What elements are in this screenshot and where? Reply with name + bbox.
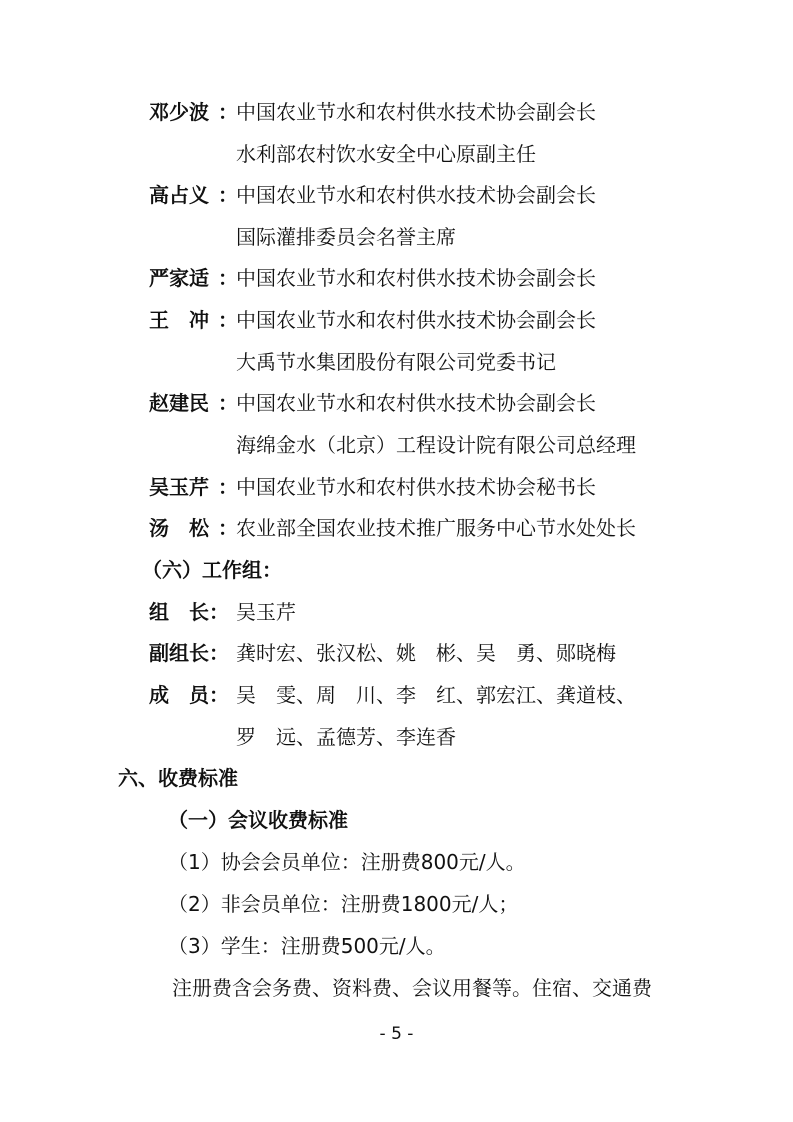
- colon: ：: [218, 308, 238, 332]
- member-role-secondary: 大禹节水集团股份有限公司党委书记: [236, 350, 556, 374]
- member-role: 中国农业节水和农村供水技术协会副会长: [236, 100, 596, 124]
- member-name: 王 冲: [149, 308, 209, 332]
- colon: ：: [218, 183, 238, 207]
- member-name: 吴玉芹: [149, 475, 209, 499]
- leader-name: 吴玉芹: [236, 600, 296, 624]
- members-label: 成 员：: [149, 683, 229, 707]
- colon: ：: [218, 266, 238, 290]
- workgroup-heading: （六）工作组：: [142, 558, 282, 582]
- member-role-secondary: 海绵金水（北京）工程设计院有限公司总经理: [236, 433, 636, 457]
- member-name: 邓少波: [149, 100, 209, 124]
- colon: ：: [218, 475, 238, 499]
- member-role-secondary: 水利部农村饮水安全中心原副主任: [236, 142, 536, 166]
- member-name: 赵建民: [149, 391, 209, 415]
- colon: ：: [218, 391, 238, 415]
- deputy-names: 龚时宏、张汉松、姚 彬、吴 勇、郧晓梅: [236, 641, 616, 665]
- member-role: 农业部全国农业技术推广服务中心节水处处长: [236, 516, 636, 540]
- member-name: 汤 松: [149, 516, 209, 540]
- member-role: 中国农业节水和农村供水技术协会副会长: [236, 308, 596, 332]
- colon: ：: [218, 100, 238, 124]
- fee-item: （3）学生：注册费500元/人。: [168, 934, 446, 958]
- leader-label: 组 长：: [149, 600, 229, 624]
- page-number: - 5 -: [379, 1024, 414, 1044]
- member-names: 吴 雯、周 川、李 红、郭宏江、龚道枝、: [236, 683, 636, 707]
- fee-item: （2）非会员单位：注册费1800元/人；: [168, 892, 519, 916]
- member-role: 中国农业节水和农村供水技术协会秘书长: [236, 475, 596, 499]
- fee-note: 注册费含会务费、资料费、会议用餐等。住宿、交通费: [172, 976, 652, 1000]
- deputy-label: 副组长：: [149, 641, 229, 665]
- member-role-secondary: 国际灌排委员会名誉主席: [236, 225, 456, 249]
- colon: ：: [218, 516, 238, 540]
- member-name: 严家适: [149, 266, 209, 290]
- member-role: 中国农业节水和农村供水技术协会副会长: [236, 183, 596, 207]
- member-role: 中国农业节水和农村供水技术协会副会长: [236, 266, 596, 290]
- subsection-heading: （一）会议收费标准: [168, 808, 348, 832]
- member-role: 中国农业节水和农村供水技术协会副会长: [236, 391, 596, 415]
- fee-item: （1）协会会员单位：注册费800元/人。: [168, 850, 526, 874]
- section-heading: 六、收费标准: [118, 766, 238, 790]
- member-names-continued: 罗 远、孟德芳、李连香: [236, 725, 456, 749]
- member-name: 高占义: [149, 183, 209, 207]
